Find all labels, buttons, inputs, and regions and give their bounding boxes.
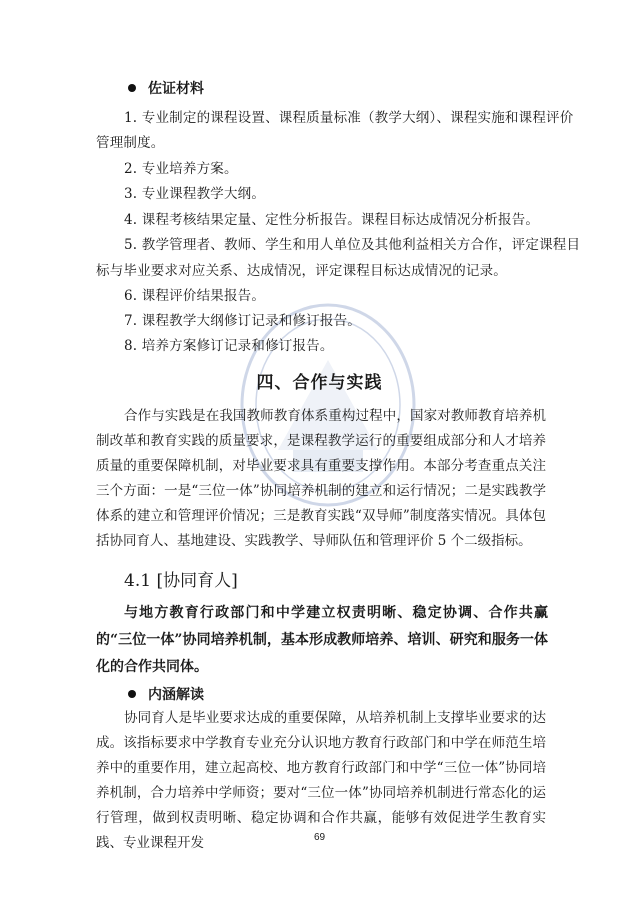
interp-paragraph: 协同育人是毕业要求达成的重要保障，从培养机制上支撑毕业要求的达成。该指标要求中学教育专业充分认识地方教育行政部门和中学在师范生培养中的重要作用，建立起高校、地方教育行政部门和中学“三位一体”协同培养机制，合力培养中学师资；要对“三位一体”协同培养机制进行常态化的运行管理，做到权责明晰、稳定协调和合作共赢，能够有效促进学生教育实践、专业课程开发 — [96, 710, 546, 851]
interp-heading: 内涵解读 — [128, 684, 204, 704]
bullet-icon — [128, 84, 136, 92]
evidence-item: 1. 专业制定的课程设置、课程质量标准（教学大纲）、课程实施和课程评价 — [124, 110, 574, 126]
standard-statement: 与地方教育行政部门和中学建立权责明晰、稳定协调、合作共赢的“三位一体”协同培养机制，基本形成教师培养、培训、研究和服务一体化的合作共同体。 — [96, 605, 548, 675]
evidence-item: 标与毕业要求对应关系、达成情况，评定课程目标达成情况的记录。 — [96, 263, 507, 279]
evidence-item: 6. 课程评价结果报告。 — [124, 288, 266, 304]
evidence-item: 4. 课程考核结果定量、定性分析报告。课程目标达成情况分析报告。 — [124, 212, 540, 228]
page-number: 69 — [313, 832, 326, 843]
evidence-item: 2. 专业培养方案。 — [124, 161, 238, 177]
section-intro: 合作与实践是在我国教师教育体系重构过程中，国家对教师教育培养机制改革和教育实践的质量要求，是课程教学运行的重要组成部分和人才培养质量的重要保障机制，对毕业要求具有重要支撑作用。本部分考查重点关注三个方面：一是“三位一体”协同培养机制的建立和运行情况；二是实践教学体系的建立和管理评价情况；三是教育实践“双导师”制度落实情况。具体包括协同育人、基地建设、实践教学、导师队伍和管理评价 5 个二级指标。 — [96, 408, 546, 549]
evidence-item: 8. 培养方案修订记录和修订报告。 — [124, 338, 334, 354]
evidence-item: 5. 教学管理者、教师、学生和用人单位及其他利益相关方合作，评定课程目 — [124, 237, 581, 253]
evidence-item: 管理制度。 — [96, 135, 165, 151]
evidence-heading: 佐证材料 — [128, 78, 204, 98]
subsection-title: 4.1 [协同育人] — [124, 571, 238, 591]
section-title: 四、合作与实践 — [256, 373, 383, 393]
evidence-item: 7. 课程教学大纲修订记录和修订报告。 — [124, 313, 361, 329]
bullet-icon — [128, 690, 136, 698]
evidence-item: 3. 专业课程教学大纲。 — [124, 186, 266, 202]
